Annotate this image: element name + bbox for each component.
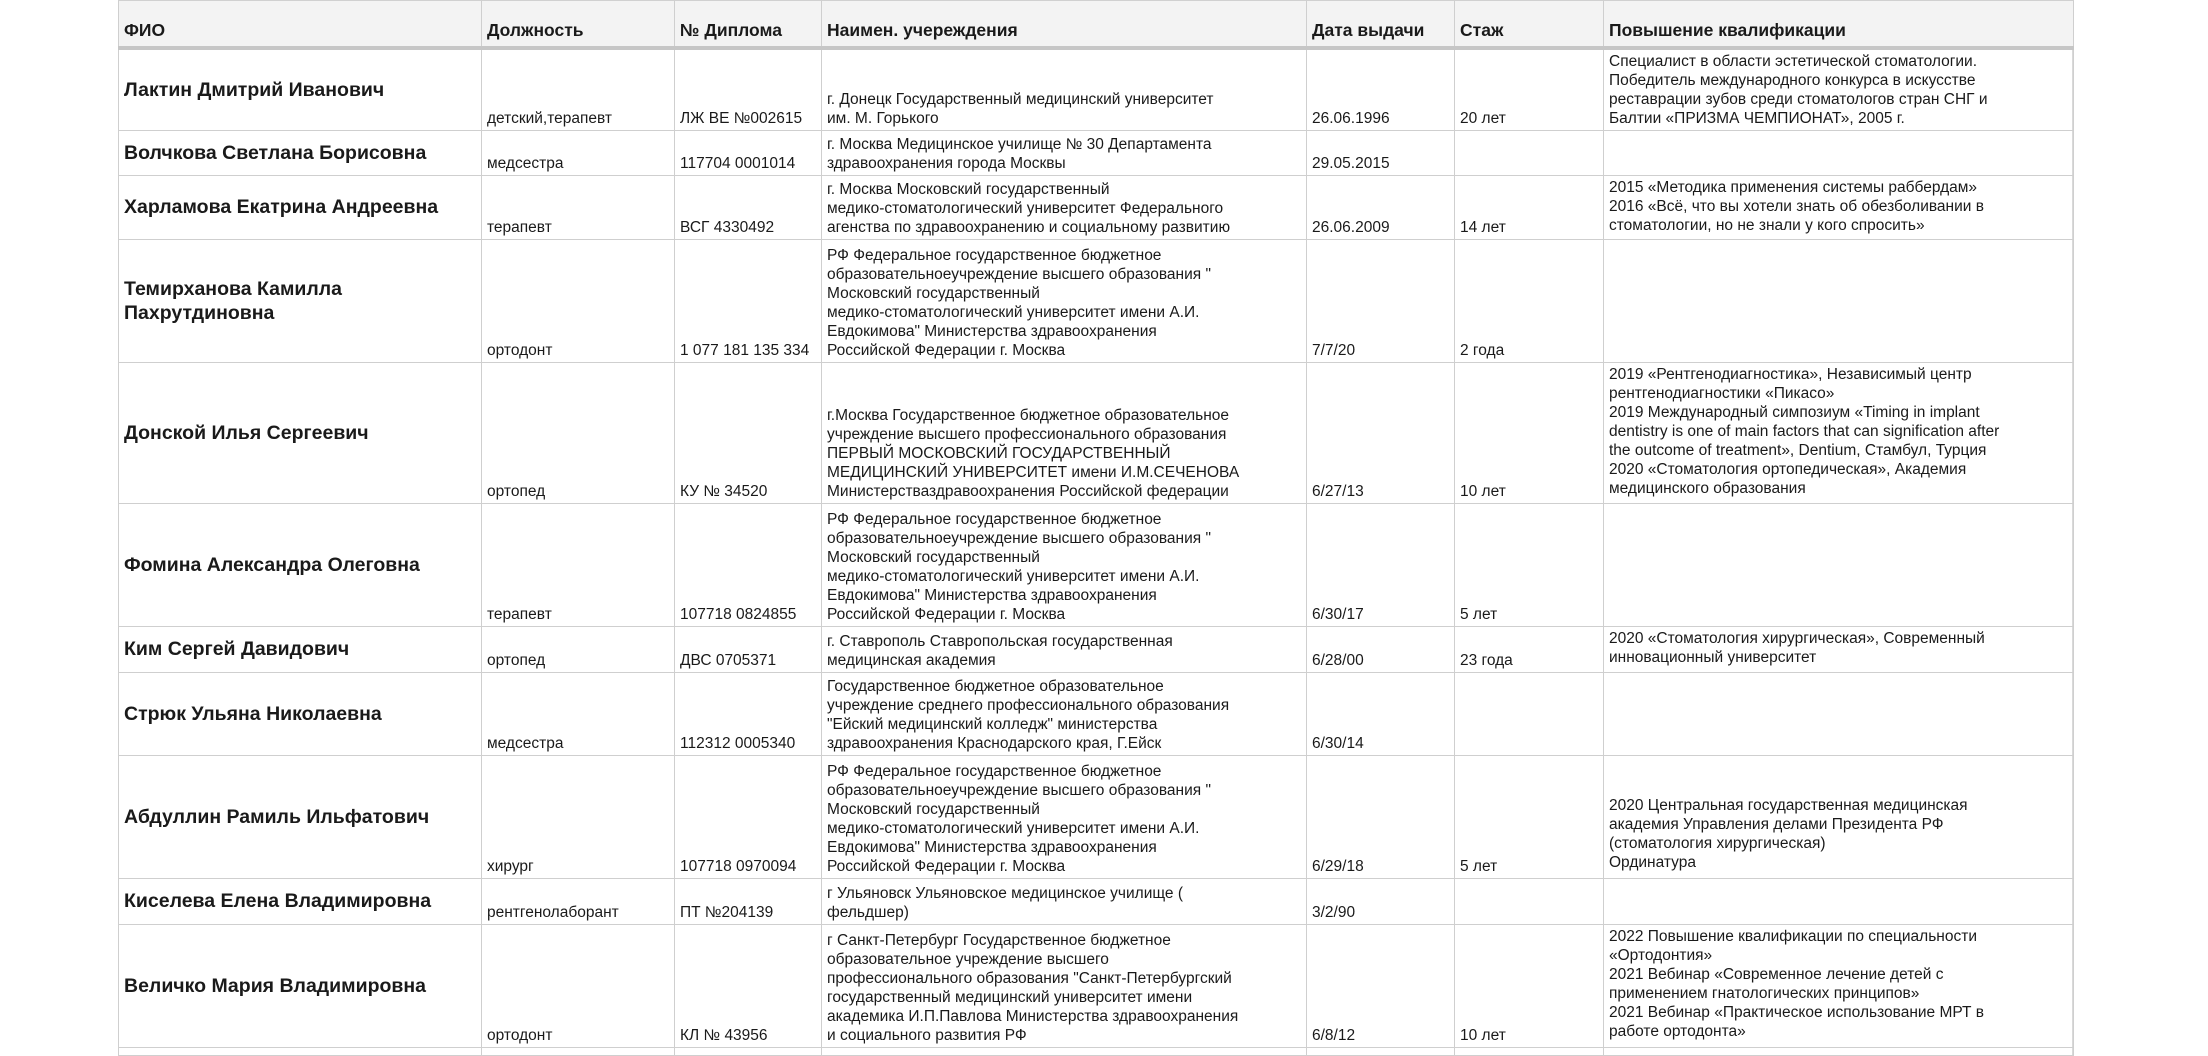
empty-cell <box>119 1047 482 1055</box>
cell-diploma[interactable]: 107718 0824855 <box>675 503 822 626</box>
column-header-qualification[interactable]: Повышение квалификации <box>1604 1 2074 48</box>
column-header-position[interactable]: Должность <box>482 1 675 48</box>
cell-institution[interactable]: г Ульяновск Ульяновское медицинское училище ( фельдшер) <box>822 878 1307 924</box>
cell-position[interactable]: терапевт <box>482 503 675 626</box>
cell-diploma[interactable]: 117704 0001014 <box>675 130 822 175</box>
cell-position[interactable]: ортопед <box>482 626 675 672</box>
cell-experience[interactable]: 5 лет <box>1455 755 1604 878</box>
cell-issue-date[interactable]: 6/8/12 <box>1307 924 1455 1047</box>
column-header-diploma[interactable]: № Диплома <box>675 1 822 48</box>
cell-qualification[interactable] <box>1604 878 2074 924</box>
cell-fio[interactable]: Темирханова Камилла Пахрутдиновна <box>119 239 482 362</box>
cell-institution[interactable]: РФ Федеральное государственное бюджетное образовательноеучреждение высшего образования " Московский государственный медико-стоматологический университет имени А.И. Евдокимова" Министерства здравоохранения Российской Федерации г. Москва <box>822 503 1307 626</box>
cell-fio[interactable]: Фомина Александра Олеговна <box>119 503 482 626</box>
empty-cell <box>1307 1047 1455 1055</box>
cell-experience[interactable]: 10 лет <box>1455 362 1604 503</box>
table-row <box>119 878 2074 924</box>
table-row <box>119 924 2074 1047</box>
cell-diploma[interactable]: 107718 0970094 <box>675 755 822 878</box>
cell-fio[interactable]: Стрюк Ульяна Николаевна <box>119 672 482 755</box>
cell-position[interactable]: рентгенолаборант <box>482 878 675 924</box>
cell-position[interactable]: медсестра <box>482 672 675 755</box>
cell-experience[interactable]: 14 лет <box>1455 175 1604 239</box>
table-row <box>119 175 2074 239</box>
cell-issue-date[interactable]: 6/29/18 <box>1307 755 1455 878</box>
cell-diploma[interactable]: ПТ №204139 <box>675 878 822 924</box>
cell-institution[interactable]: г. Ставрополь Ставропольская государственная медицинская академия <box>822 626 1307 672</box>
cell-qualification[interactable]: Специалист в области эстетической стоматологии. Победитель международного конкурса в искусстве реставрации зубов среди стоматологов стран СНГ и Балтии «ПРИЗМА ЧЕМПИОНАТ», 2005 г. <box>1604 48 2074 131</box>
cell-institution[interactable]: г Санкт-Петербург Государственное бюджетное образовательное учреждение высшего профессионального образования "Санкт-Петербургский государственный медицинский университет имени академика И.П.Павлова Министерства здравоохранения и социального развития РФ <box>822 924 1307 1047</box>
cell-institution[interactable]: г. Донецк Государственный медицинский университет им. М. Горького <box>822 48 1307 131</box>
table-row <box>119 755 2074 878</box>
cell-position[interactable]: медсестра <box>482 130 675 175</box>
cell-fio[interactable]: Донской Илья Сергеевич <box>119 362 482 503</box>
cell-experience[interactable] <box>1455 130 1604 175</box>
empty-cell <box>1455 1047 1604 1055</box>
cell-fio[interactable]: Киселева Елена Владимировна <box>119 878 482 924</box>
cell-qualification[interactable]: 2019 «Рентгенодиагностика», Независимый центр рентгенодиагностики «Пикасо» 2019 Международный симпозиум «Timing in implant dentistry is one of main factors that can signification after the outcome of treatment», Dentium, Стамбул, Турция 2020 «Стоматология ортопедическая», Академия медицинского образования <box>1604 362 2074 503</box>
cell-experience[interactable] <box>1455 878 1604 924</box>
cell-fio[interactable]: Лактин Дмитрий Иванович <box>119 48 482 131</box>
cell-issue-date[interactable]: 26.06.2009 <box>1307 175 1455 239</box>
table-row <box>119 239 2074 362</box>
cell-issue-date[interactable]: 6/27/13 <box>1307 362 1455 503</box>
column-header-experience[interactable]: Стаж <box>1455 1 1604 48</box>
table-row <box>119 48 2074 131</box>
cell-position[interactable]: детский,терапевт <box>482 48 675 131</box>
cell-qualification[interactable] <box>1604 503 2074 626</box>
cell-experience[interactable]: 20 лет <box>1455 48 1604 131</box>
cell-fio[interactable]: Абдуллин Рамиль Ильфатович <box>119 755 482 878</box>
cell-qualification[interactable]: 2022 Повышение квалификации по специальности «Ортодонтия» 2021 Вебинар «Современное лечение детей с применением гнатологических принципов» 2021 Вебинар «Практическое использование МРТ в работе ортодонта» <box>1604 924 2074 1047</box>
empty-cell <box>675 1047 822 1055</box>
header-row <box>119 1 2074 48</box>
staff-table <box>118 0 2074 1056</box>
cell-fio[interactable]: Харламова Екатрина Андреевна <box>119 175 482 239</box>
cell-position[interactable]: терапевт <box>482 175 675 239</box>
cell-issue-date[interactable]: 29.05.2015 <box>1307 130 1455 175</box>
cell-diploma[interactable]: ДВС 0705371 <box>675 626 822 672</box>
cell-experience[interactable] <box>1455 672 1604 755</box>
cell-qualification[interactable] <box>1604 672 2074 755</box>
cell-diploma[interactable]: КЛ № 43956 <box>675 924 822 1047</box>
cell-qualification[interactable]: 2015 «Методика применения системы раббердам» 2016 «Всё, что вы хотели знать об обезболивании в стоматологии, но не знали у кого спросить» <box>1604 175 2074 239</box>
cell-issue-date[interactable]: 6/30/14 <box>1307 672 1455 755</box>
cell-diploma[interactable]: 112312 0005340 <box>675 672 822 755</box>
cell-fio[interactable]: Ким Сергей Давидович <box>119 626 482 672</box>
cell-fio[interactable]: Волчкова Светлана Борисовна <box>119 130 482 175</box>
cell-qualification[interactable]: 2020 Центральная государственная медицинская академия Управления делами Президента РФ (стоматология хирургическая) Ординатура <box>1604 755 2074 878</box>
column-header-issue-date[interactable]: Дата выдачи <box>1307 1 1455 48</box>
cell-position[interactable]: хирург <box>482 755 675 878</box>
cell-experience[interactable]: 10 лет <box>1455 924 1604 1047</box>
cell-position[interactable]: ортопед <box>482 362 675 503</box>
cell-position[interactable]: ортодонт <box>482 924 675 1047</box>
table-row <box>119 503 2074 626</box>
cell-qualification[interactable] <box>1604 239 2074 362</box>
cell-experience[interactable]: 2 года <box>1455 239 1604 362</box>
cell-institution[interactable]: г. Москва Медицинское училище № 30 Департамента здравоохранения города Москвы <box>822 130 1307 175</box>
cell-position[interactable]: ортодонт <box>482 239 675 362</box>
cell-experience[interactable]: 23 года <box>1455 626 1604 672</box>
cell-issue-date[interactable]: 6/30/17 <box>1307 503 1455 626</box>
cell-qualification[interactable] <box>1604 130 2074 175</box>
empty-cell <box>822 1047 1307 1055</box>
cell-institution[interactable]: г. Москва Московский государственный медико-стоматологический университет Федерального агенства по здравоохранению и социальному развитию <box>822 175 1307 239</box>
cell-institution[interactable]: РФ Федеральное государственное бюджетное образовательноеучреждение высшего образования " Московский государственный медико-стоматологический университет имени А.И. Евдокимова" Министерства здравоохранения Российской Федерации г. Москва <box>822 239 1307 362</box>
cell-diploma[interactable]: ВСГ 4330492 <box>675 175 822 239</box>
cell-diploma[interactable]: 1 077 181 135 334 <box>675 239 822 362</box>
table-row <box>119 130 2074 175</box>
cell-issue-date[interactable]: 6/28/00 <box>1307 626 1455 672</box>
cell-diploma[interactable]: ЛЖ ВЕ №002615 <box>675 48 822 131</box>
empty-cell <box>1604 1047 2074 1055</box>
cell-fio[interactable]: Величко Мария Владимировна <box>119 924 482 1047</box>
cell-qualification[interactable]: 2020 «Стоматология хирургическая», Современный инновационный университет <box>1604 626 2074 672</box>
empty-cell <box>482 1047 675 1055</box>
cell-institution[interactable]: РФ Федеральное государственное бюджетное образовательноеучреждение высшего образования " Московский государственный медико-стоматологический университет имени А.И. Евдокимова" Министерства здравоохранения Российской Федерации г. Москва <box>822 755 1307 878</box>
table-row <box>119 672 2074 755</box>
cell-diploma[interactable]: КУ № 34520 <box>675 362 822 503</box>
table-row <box>119 362 2074 503</box>
table-row-partial <box>119 1047 2074 1055</box>
cell-issue-date[interactable]: 26.06.1996 <box>1307 48 1455 131</box>
column-header-institution[interactable]: Наимен. учереждения <box>822 1 1307 48</box>
cell-experience[interactable]: 5 лет <box>1455 503 1604 626</box>
cell-issue-date[interactable]: 7/7/20 <box>1307 239 1455 362</box>
cell-institution[interactable]: Государственное бюджетное образовательное учреждение среднего профессионального образования "Ейский медицинский колледж" министерства здравоохранения Краснодарского края, Г.Ейск <box>822 672 1307 755</box>
column-header-fio[interactable]: ФИО <box>119 1 482 48</box>
table-row <box>119 626 2074 672</box>
cell-issue-date[interactable]: 3/2/90 <box>1307 878 1455 924</box>
cell-institution[interactable]: г.Москва Государственное бюджетное образовательное учреждение высшего профессионального образования ПЕРВЫЙ МОСКОВСКИЙ ГОСУДАРСТВЕННЫЙ МЕДИЦИНСКИЙ УНИВЕРСИТЕТ имени И.М.СЕЧЕНОВА Министерстваздравоохранения Российской федерации <box>822 362 1307 503</box>
